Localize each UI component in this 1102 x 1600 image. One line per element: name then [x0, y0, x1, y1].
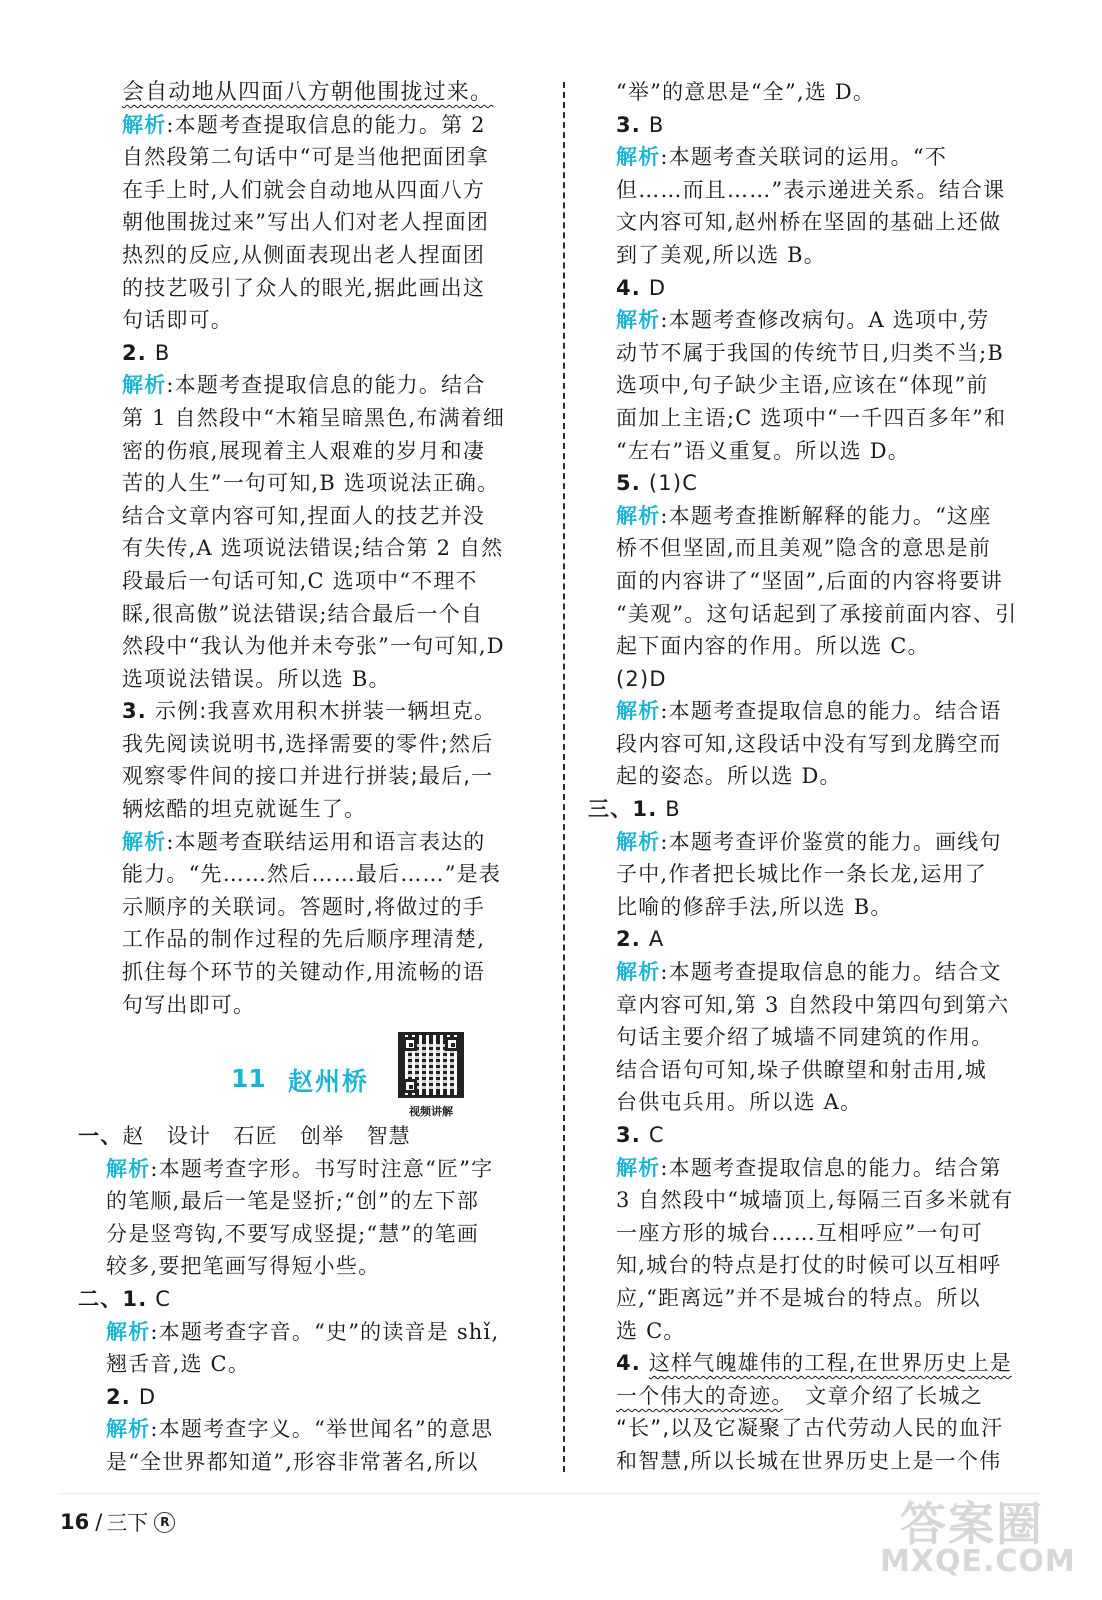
analysis-section3-q1: 解析:本题考查评价鉴赏的能力。画线句 子中,作者把长城比作一条长龙,运用了 比喻的修辞手法,所以选 B。: [616, 829, 1002, 919]
section3-q3-answer: 3. C: [616, 1123, 665, 1147]
lesson-number: 11: [231, 1064, 266, 1093]
edition-badge-icon: R: [154, 1512, 175, 1533]
analysis-q3: 解析:本题考查联结运用和语言表达的 能力。“先……然后……最后……”是表 示顺序的关联词。答题时,将做过的手 工作品的制作过程的先后顺序理清楚, 抓住每个环节的关键动作,用流畅的语 句写出即可。: [122, 829, 502, 1017]
page-number: 16: [60, 1510, 90, 1534]
watermark-logo: 答案圈: [900, 1497, 1044, 1551]
watermark-url: MXQE.COM: [880, 1544, 1076, 1579]
section3-q2-answer: 2. A: [616, 927, 665, 952]
section3-q4-answer: 4. 这样气魄雄伟的工程,在世界历史上是 一个伟大的奇迹。 文章介绍了长城之 “长”,以及它凝聚了古代劳动人民的血汗 和智慧,所以长城在世界历史上是一个伟: [616, 1351, 1012, 1473]
q5-answer-right: 5. (1)C: [616, 471, 699, 496]
analysis-q2: 解析:本题考查提取信息的能力。结合 第 1 自然段中“木箱呈暗黑色,布满着细 密的伤痕,展现着主人艰难的岁月和凄 苦的人生”一句可知,B 选项说法正确。 结合文章内容可知,捏面人的技艺并没 有失传,A 选项说法错误;结合第 2 自然 段最后一句话可知,C 选项中“不理不 睬,很高傲”说法错误;结合最后一个自 然段中“我认为他并未夸张”一句可知,D 选项说法错误。所以选 B。: [122, 373, 506, 691]
section1-answer: 一、赵 设计 石匠 创举 智慧: [78, 1124, 412, 1148]
analysis-section2-q1: 解析:本题考查字音。“史”的读音是 shǐ, 翘舌音,选 C。: [106, 1319, 500, 1377]
analysis-section1: 解析:本题考查字形。书写时注意“匠”字 的笔顺,最后一笔是竖折;“创”的左下部 分是竖弯钩,不要写成竖提;“慧”的笔画 较多,要把笔画写得短小些。: [106, 1156, 494, 1279]
qr-code-icon[interactable]: [398, 1032, 464, 1098]
analysis-section2-q2: 解析:本题考查字义。“举世闻名”的意思 是“全世界都知道”,形容非常著名,所以: [106, 1417, 494, 1474]
q1-answer-tail: 会自动地从四面八方朝他围拢过来。: [122, 80, 494, 105]
footer-separator: /: [95, 1510, 103, 1534]
q2-answer: 2. B: [122, 340, 171, 365]
section3-q1-answer: 三、1. B: [588, 797, 681, 822]
grade-label: 三下: [106, 1511, 149, 1535]
q4-answer-right: 4. D: [616, 275, 667, 300]
analysis-q4-right: 解析:本题考查修改病句。A 选项中,劳 动节不属于我国的传统节日,归类不当;B 选项中,句子缺少主语,应该在“体现”前 面加上主语;C 选项中“一千四百多年”和 “左右”语义重复。所以选 D。: [616, 308, 1007, 463]
right-column: [588, 76, 1036, 1478]
lesson-title: 赵州桥: [288, 1067, 370, 1096]
section2-q2-answer: 2. D: [106, 1384, 157, 1409]
left-column-lower: [78, 1120, 542, 1479]
page-footer: [60, 1507, 175, 1537]
q3-answer: 3. 示例:我喜欢用积木拼装一辆坦克。 我先阅读说明书,选择需要的零件;然后 观察零件间的接口并进行拼装;最后,一 辆炫酷的坦克就诞生了。: [122, 699, 497, 822]
analysis-section3-q2: 解析:本题考查提取信息的能力。结合文 章内容可知,第 3 自然段中第四句到第六 句话主要介绍了城墙不同建筑的作用。 结合语句可知,垛子供瞭望和射击用,城 台供屯兵用。所以选 A。: [616, 960, 1010, 1115]
analysis-q1: 解析:本题考查提取信息的能力。第 2 自然段第二句话中“可是当他把面团拿 在手上时,人们就会自动地从四面八方 朝他围拢过来”写出人们对老人捏面团 热烈的反应,从侧面表现出老人捏面团 的技艺吸引了众人的眼光,据此画出这 句话即可。: [122, 112, 490, 333]
qr-caption: 视频讲解: [409, 1105, 453, 1118]
q3-answer-right: 3. B: [616, 112, 665, 137]
section2-q1-answer: 二、1. C: [78, 1286, 172, 1311]
analysis-q3-right: 解析:本题考查关联词的运用。“不 但……而且……”表示递进关系。结合课 文内容可知,赵州桥在坚固的基础上还做 到了美观,所以选 B。: [616, 145, 1006, 267]
analysis-section3-q3: 解析:本题考查提取信息的能力。结合第 3 自然段中“城墙顶上,每隔三百多米就有 一座方形的城台……互相呼应”一句可 知,城台的特点是打仗的时候可以互相呼 应,“距离远”并不是城台的特点。所以 选 C。: [616, 1155, 1014, 1343]
column-divider: [563, 82, 565, 1472]
analysis-q5-right: 解析:本题考查推断解释的能力。“这座 桥不但坚固,而且美观”隐含的意思是前 面的内容讲了“坚固”,后面的内容将要讲 “美观”。这句话起到了承接前面内容、引 起下面内容的作用。所以选 C。: [616, 503, 1018, 659]
left-column: [122, 76, 542, 1021]
q5-sub2-answer: (2)D: [616, 666, 667, 691]
watermark: [880, 1488, 1090, 1588]
carry-over-line: “举”的意思是“全”,选 D。: [616, 80, 876, 104]
analysis-q5-sub2: 解析:本题考查提取信息的能力。结合语 段内容可知,这段话中没有写到龙腾空而 起的姿态。所以选 D。: [616, 699, 1002, 789]
